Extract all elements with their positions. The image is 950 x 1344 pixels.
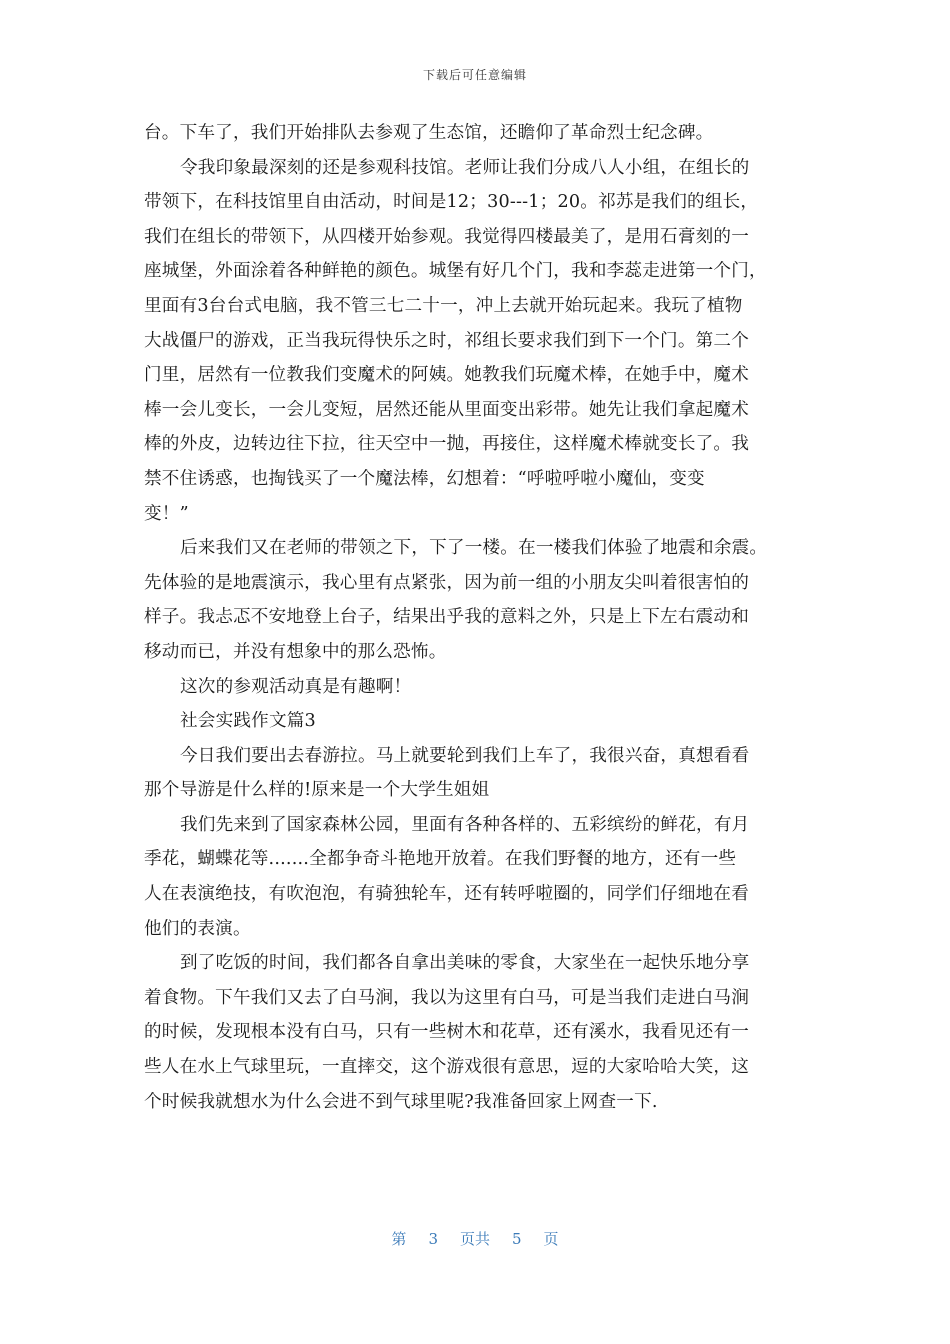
text-line: 到了吃饭的时间，我们都各自拿出美味的零食，大家坐在一起快乐地分享 xyxy=(180,953,750,974)
paragraph xyxy=(144,739,814,808)
footer-page-label: 第 xyxy=(391,1230,407,1248)
paragraph xyxy=(144,808,814,946)
footer-page-number: 3 xyxy=(428,1230,438,1248)
text-line: 个时候我就想水为什么会进不到气球里呢?我准备回家上网查一下. xyxy=(144,1091,658,1112)
text-line: 座城堡，外面涂着各种鲜艳的颜色。城堡有好几个门，我和李蕊走进第一个门， xyxy=(144,261,767,282)
text-line: 变！” xyxy=(144,503,189,524)
text-line: 今日我们要出去春游拉。马上就要轮到我们上车了，我很兴奋，真想看看 xyxy=(180,745,750,766)
text-line: 台。下车了，我们开始排队去参观了生态馆，还瞻仰了革命烈士纪念碑。 xyxy=(144,123,714,143)
footer-page-suffix: 页 xyxy=(543,1230,559,1248)
text-line: 那个导游是什么样的!原来是一个大学生姐姐 xyxy=(144,780,490,801)
text-line: 我们先来到了国家森林公园，里面有各种各样的、五彩缤纷的鲜花，有月 xyxy=(180,814,750,835)
text-line: 大战僵尸的游戏，正当我玩得快乐之时，祁组长要求我们到下一个门。第二个 xyxy=(144,330,749,351)
text-line: 季花，蝴蝶花等.......全都争奇斗艳地开放着。在我们野餐的地方，还有一些 xyxy=(144,849,737,870)
paragraph xyxy=(144,116,814,151)
footer-total-pages: 5 xyxy=(512,1230,522,1248)
text-line: 的时候，发现根本没有白马，只有一些树木和花草，还有溪水，我看见还有一 xyxy=(144,1022,749,1043)
text-line: 先体验的是地震演示，我心里有点紧张，因为前一组的小朋友尖叫着很害怕的 xyxy=(144,572,749,593)
text-line: 些人在水上气球里玩，一直摔交，这个游戏很有意思，逗的大家哈哈大笑，这 xyxy=(144,1057,749,1078)
text-line: 里面有3台台式电脑，我不管三七二十一，冲上去就开始玩起来。我玩了植物 xyxy=(144,295,743,316)
text-line: 移动而已，并没有想象中的那么恐怖。 xyxy=(144,641,447,662)
paragraph xyxy=(144,670,814,705)
text-line: 我们在组长的带领下，从四楼开始参观。我觉得四楼最美了，是用石膏刻的一 xyxy=(144,226,749,247)
text-line: 样子。我忐忑不安地登上台子，结果出乎我的意料之外，只是上下左右震动和 xyxy=(144,607,749,628)
paragraph xyxy=(144,946,814,1119)
text-line: 棒一会儿变长，一会儿变短，居然还能从里面变出彩带。她先让我们拿起魔术 xyxy=(144,399,749,420)
page-footer xyxy=(0,1228,950,1249)
header-note: 下载后可任意编辑 xyxy=(422,68,527,82)
text-line: 门里，居然有一位教我们变魔术的阿姨。她教我们玩魔术棒，在她手中，魔术 xyxy=(144,365,749,386)
text-line: 棒的外皮，边转边往下拉，往天空中一抛，再接住，这样魔术棒就变长了。我 xyxy=(144,434,749,455)
text-line: 令我印象最深刻的还是参观科技馆。老师让我们分成八人小组，在组长的 xyxy=(180,157,750,178)
text-line: 禁不住诱惑，也掏钱买了一个魔法棒，幻想着：“呼啦呼啦小魔仙，变变 xyxy=(144,468,705,489)
text-line: 后来我们又在老师的带领之下，下了一楼。在一楼我们体验了地震和余震。 xyxy=(180,538,768,559)
text-line: 社会实践作文篇3 xyxy=(180,711,316,732)
document-body xyxy=(144,116,814,1119)
text-line: 他们的表演。 xyxy=(144,918,251,939)
text-line: 着食物。下午我们又去了白马涧，我以为这里有白马，可是当我们走进白马涧 xyxy=(144,987,749,1008)
footer-total-label: 页共 xyxy=(459,1230,490,1248)
text-line: 带领下，在科技馆里自由活动，时间是12；30---1；20。祁苏是我们的组长， xyxy=(144,192,759,213)
paragraph xyxy=(144,151,814,532)
text-line: 这次的参观活动真是有趣啊！ xyxy=(180,676,412,697)
paragraph xyxy=(144,704,814,739)
text-line: 人在表演绝技，有吹泡泡，有骑独轮车，还有转呼啦圈的，同学们仔细地在看 xyxy=(144,884,749,905)
paragraph xyxy=(144,531,814,669)
